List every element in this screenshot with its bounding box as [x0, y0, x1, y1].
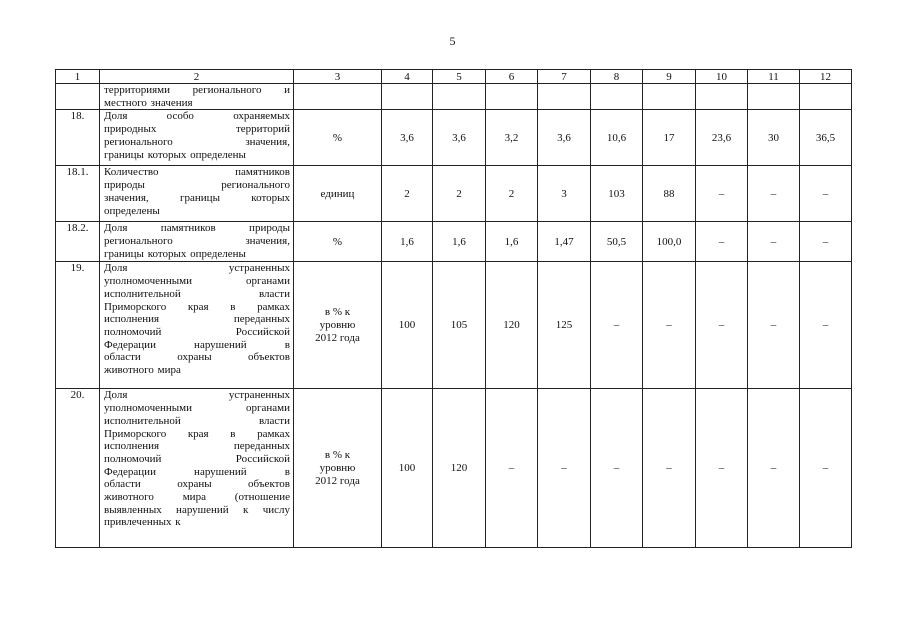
value-cell: – [538, 389, 591, 548]
value-cell: – [748, 166, 800, 222]
column-header: 9 [643, 70, 696, 84]
value-cell: – [486, 389, 538, 548]
indicators-table [55, 69, 852, 548]
indicator-name-line: Количество памятников [104, 166, 290, 179]
value-cell [591, 84, 643, 110]
value-cell [748, 84, 800, 110]
value-cell: – [696, 389, 748, 548]
table-row [56, 262, 852, 389]
value-cell: 103 [591, 166, 643, 222]
indicator-name-line: определены [104, 204, 160, 217]
value-cell [486, 84, 538, 110]
value-cell: 2 [433, 166, 486, 222]
indicator-name [100, 389, 294, 548]
indicator-name-line: Доля устраненных [104, 262, 290, 275]
table-header-row [56, 70, 852, 84]
indicator-name [100, 262, 294, 389]
unit-cell [294, 84, 382, 110]
indicator-name-line: исполнения переданных [104, 440, 290, 453]
indicator-name-line: природы регионального [104, 179, 290, 192]
column-header: 4 [382, 70, 433, 84]
indicator-name-line: регионального значения, [104, 235, 290, 248]
row-number [56, 84, 100, 110]
row-number: 18.2. [56, 222, 100, 262]
value-cell: 100,0 [643, 222, 696, 262]
value-cell: – [696, 166, 748, 222]
value-cell: 3,6 [538, 110, 591, 166]
value-cell: 3 [538, 166, 591, 222]
indicator-name-line: области охраны объектов [104, 478, 290, 491]
value-cell: 50,5 [591, 222, 643, 262]
indicator-name-line: Приморского края в рамках [104, 427, 290, 440]
table-row [56, 166, 852, 222]
value-cell: – [591, 262, 643, 389]
column-header: 10 [696, 70, 748, 84]
value-cell: – [696, 262, 748, 389]
value-cell: – [696, 222, 748, 262]
indicator-name [100, 110, 294, 166]
value-cell: 105 [433, 262, 486, 389]
indicator-name [100, 166, 294, 222]
column-header: 8 [591, 70, 643, 84]
value-cell [433, 84, 486, 110]
table-row [56, 222, 852, 262]
indicator-name-line: привлеченных к [104, 516, 181, 529]
indicator-name-line: границы которых определены [104, 148, 246, 161]
indicator-name-line: регионального значения, [104, 135, 290, 148]
column-header: 7 [538, 70, 591, 84]
value-cell: 2 [486, 166, 538, 222]
indicator-name-line: Федерации нарушений в [104, 465, 290, 478]
value-cell: – [591, 389, 643, 548]
column-header: 11 [748, 70, 800, 84]
unit-cell: в % к уровню 2012 года [294, 389, 382, 548]
unit-cell: единиц [294, 166, 382, 222]
value-cell: 1,6 [433, 222, 486, 262]
value-cell: 3,2 [486, 110, 538, 166]
value-cell: – [800, 166, 852, 222]
value-cell: 88 [643, 166, 696, 222]
value-cell: 2 [382, 166, 433, 222]
indicator-name-line: Доля памятников природы [104, 222, 290, 235]
value-cell: 120 [486, 262, 538, 389]
indicator-name [100, 84, 294, 110]
indicator-name-line: значения, границы которых [104, 191, 290, 204]
value-cell: 3,6 [433, 110, 486, 166]
value-cell: 125 [538, 262, 591, 389]
indicator-name-line: выявленных нарушений к числу [104, 503, 290, 516]
value-cell [538, 84, 591, 110]
indicator-name-line: Доля устраненных [104, 389, 290, 402]
column-header: 5 [433, 70, 486, 84]
indicator-name-line: животного мира [104, 364, 181, 377]
value-cell: – [643, 389, 696, 548]
column-header: 3 [294, 70, 382, 84]
value-cell: 30 [748, 110, 800, 166]
value-cell: – [748, 222, 800, 262]
value-cell [696, 84, 748, 110]
row-number: 20. [56, 389, 100, 548]
value-cell: 1,6 [382, 222, 433, 262]
value-cell [382, 84, 433, 110]
value-cell: 120 [433, 389, 486, 548]
value-cell: – [800, 389, 852, 548]
value-cell [800, 84, 852, 110]
value-cell: 23,6 [696, 110, 748, 166]
row-number: 18.1. [56, 166, 100, 222]
indicator-name-line: Приморского края в рамках [104, 300, 290, 313]
indicator-name-line: границы которых определены [104, 247, 246, 260]
indicator-name-line: исполнительной власти [104, 414, 290, 427]
indicator-name-line: полномочий Российской [104, 452, 290, 465]
indicator-name-line: Федерации нарушений в [104, 338, 290, 351]
row-number: 19. [56, 262, 100, 389]
indicator-name-line: области охраны объектов [104, 351, 290, 364]
indicator-name-line: природных территорий [104, 123, 290, 136]
row-number: 18. [56, 110, 100, 166]
indicator-name-line: Доля особо охраняемых [104, 110, 290, 123]
value-cell: – [800, 262, 852, 389]
value-cell: 36,5 [800, 110, 852, 166]
unit-cell: % [294, 222, 382, 262]
value-cell: 17 [643, 110, 696, 166]
value-cell: – [748, 389, 800, 548]
column-header: 2 [100, 70, 294, 84]
indicator-name-line: уполномоченными органами [104, 275, 290, 288]
value-cell: – [643, 262, 696, 389]
indicator-name-line: исполнительной власти [104, 287, 290, 300]
value-cell: 100 [382, 262, 433, 389]
value-cell: 1,47 [538, 222, 591, 262]
value-cell: 10,6 [591, 110, 643, 166]
column-header: 6 [486, 70, 538, 84]
value-cell: 100 [382, 389, 433, 548]
indicator-name-line: территориями регионального и [104, 84, 290, 96]
indicator-name-line: уполномоченными органами [104, 402, 290, 415]
page-number: 5 [449, 34, 456, 48]
table-row [56, 84, 852, 110]
unit-cell: в % к уровню 2012 года [294, 262, 382, 389]
value-cell: 3,6 [382, 110, 433, 166]
indicator-name-line: животного мира (отношение [104, 491, 290, 504]
value-cell: – [800, 222, 852, 262]
indicator-name-line: полномочий Российской [104, 325, 290, 338]
value-cell [643, 84, 696, 110]
value-cell: – [748, 262, 800, 389]
unit-cell: % [294, 110, 382, 166]
value-cell: 1,6 [486, 222, 538, 262]
indicator-name-line: местного значения [104, 96, 193, 109]
table-row [56, 110, 852, 166]
indicator-name [100, 222, 294, 262]
table-row [56, 389, 852, 548]
indicator-name-line: исполнения переданных [104, 313, 290, 326]
column-header: 12 [800, 70, 852, 84]
column-header: 1 [56, 70, 100, 84]
